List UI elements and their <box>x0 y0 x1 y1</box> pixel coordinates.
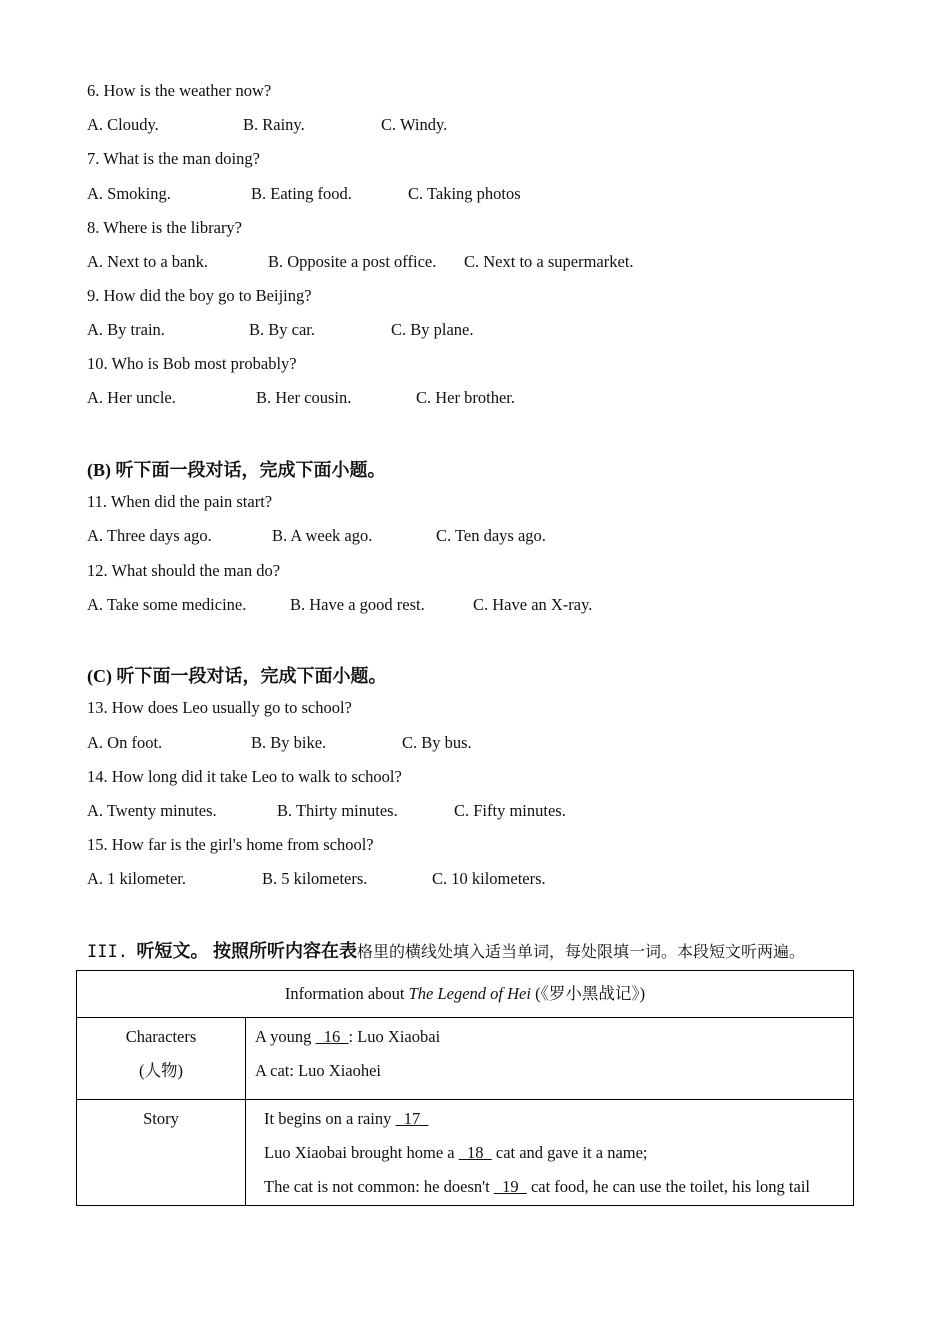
q11-option-c: C. Ten days ago. <box>436 526 546 545</box>
q8-option-b: B. Opposite a post office. <box>268 252 437 271</box>
section-3-numeral: III. <box>87 942 128 962</box>
char-line1-pre: A young <box>255 1027 316 1046</box>
section-3-instructions <box>87 937 805 963</box>
q14-option-b: B. Thirty minutes. <box>277 801 398 820</box>
question-10: 10. Who is Bob most probably? <box>87 354 297 373</box>
q11-option-b: B. A week ago. <box>272 526 373 545</box>
q10-option-b: B. Her cousin. <box>256 388 352 407</box>
q7-option-b: B. Eating food. <box>251 184 352 203</box>
q12-option-a: A. Take some medicine. <box>87 595 247 614</box>
characters-label-cn: (人物) <box>139 1061 183 1080</box>
blank-18: 18 <box>458 1143 492 1162</box>
question-9: 9. How did the boy go to Beijing? <box>87 286 312 305</box>
q10-option-c: C. Her brother. <box>416 388 515 407</box>
blank-19: 19 <box>493 1177 527 1196</box>
q6-option-c: C. Windy. <box>381 115 448 134</box>
q13-option-b: B. By bike. <box>251 733 327 752</box>
story-line2-pre: Luo Xiaobai brought home a <box>264 1143 459 1162</box>
question-12: 12. What should the man do? <box>87 561 281 580</box>
q15-option-a: A. 1 kilometer. <box>87 869 186 888</box>
story-label: Story <box>143 1109 179 1128</box>
q9-option-c: C. By plane. <box>391 320 474 339</box>
q8-option-a: A. Next to a bank. <box>87 252 208 271</box>
characters-label: Characters <box>125 1027 197 1046</box>
story-line3-pre: The cat is not common: he doesn't <box>264 1177 494 1196</box>
q8-option-c: C. Next to a supermarket. <box>464 252 634 271</box>
char-line1-post: : Luo Xiaobai <box>348 1027 441 1046</box>
story-line3-post: cat food, he can use the toilet, his long tail <box>526 1177 810 1196</box>
q14-option-a: A. Twenty minutes. <box>87 801 217 820</box>
q9-option-a: A. By train. <box>87 320 165 339</box>
q12-option-b: B. Have a good rest. <box>290 595 425 614</box>
table-title-italic: The Legend of Hei <box>408 984 531 1003</box>
blank-16: 16 <box>315 1027 349 1046</box>
q6-option-b: B. Rainy. <box>243 115 305 134</box>
character-line-1 <box>255 1020 853 1054</box>
q13-option-a: A. On foot. <box>87 733 163 752</box>
story-label-cell <box>77 1100 246 1206</box>
character-line-2: A cat: Luo Xiaohei <box>255 1061 382 1080</box>
table-title-prefix: Information about <box>284 984 409 1003</box>
table-title <box>77 971 854 1018</box>
part-b-heading: (B) 听下面一段对话，完成下面小题。 <box>87 460 386 480</box>
question-6: 6. How is the weather now? <box>87 81 272 100</box>
question-14: 14. How long did it take Leo to walk to school? <box>87 767 402 786</box>
characters-content-cell <box>246 1018 854 1100</box>
table-title-suffix: (《罗小黑战记》) <box>530 984 646 1003</box>
info-table <box>76 970 854 1206</box>
story-line-2 <box>246 1136 853 1170</box>
section-3-bold-text: 听短文。 按照所听内容在表 <box>136 941 357 961</box>
q7-option-a: A. Smoking. <box>87 184 171 203</box>
q15-option-c: C. 10 kilometers. <box>432 869 546 888</box>
question-7: 7. What is the man doing? <box>87 149 260 168</box>
story-content-cell <box>246 1100 854 1206</box>
question-11: 11. When did the pain start? <box>87 492 273 511</box>
story-line1-pre: It begins on a rainy <box>264 1109 396 1128</box>
q7-option-c: C. Taking photos <box>408 184 521 203</box>
q13-option-c: C. By bus. <box>402 733 472 752</box>
question-13: 13. How does Leo usually go to school? <box>87 698 352 717</box>
story-line-1 <box>246 1102 853 1136</box>
story-line-3 <box>246 1170 853 1204</box>
q10-option-a: A. Her uncle. <box>87 388 176 407</box>
question-8: 8. Where is the library? <box>87 218 243 237</box>
q6-option-a: A. Cloudy. <box>87 115 159 134</box>
q12-option-c: C. Have an X-ray. <box>473 595 593 614</box>
story-line2-post: cat and gave it a name; <box>491 1143 648 1162</box>
q9-option-b: B. By car. <box>249 320 315 339</box>
part-c-heading: (C) 听下面一段对话，完成下面小题。 <box>87 666 387 686</box>
characters-label-cell <box>77 1018 246 1100</box>
q14-option-c: C. Fifty minutes. <box>454 801 566 820</box>
q11-option-a: A. Three days ago. <box>87 526 212 545</box>
blank-17: 17 <box>395 1109 429 1128</box>
question-15: 15. How far is the girl's home from school? <box>87 835 374 854</box>
q15-option-b: B. 5 kilometers. <box>262 869 368 888</box>
section-3-normal-text: 格里的横线处填入适当单词，每处限填一词。本段短文听两遍。 <box>356 944 805 961</box>
